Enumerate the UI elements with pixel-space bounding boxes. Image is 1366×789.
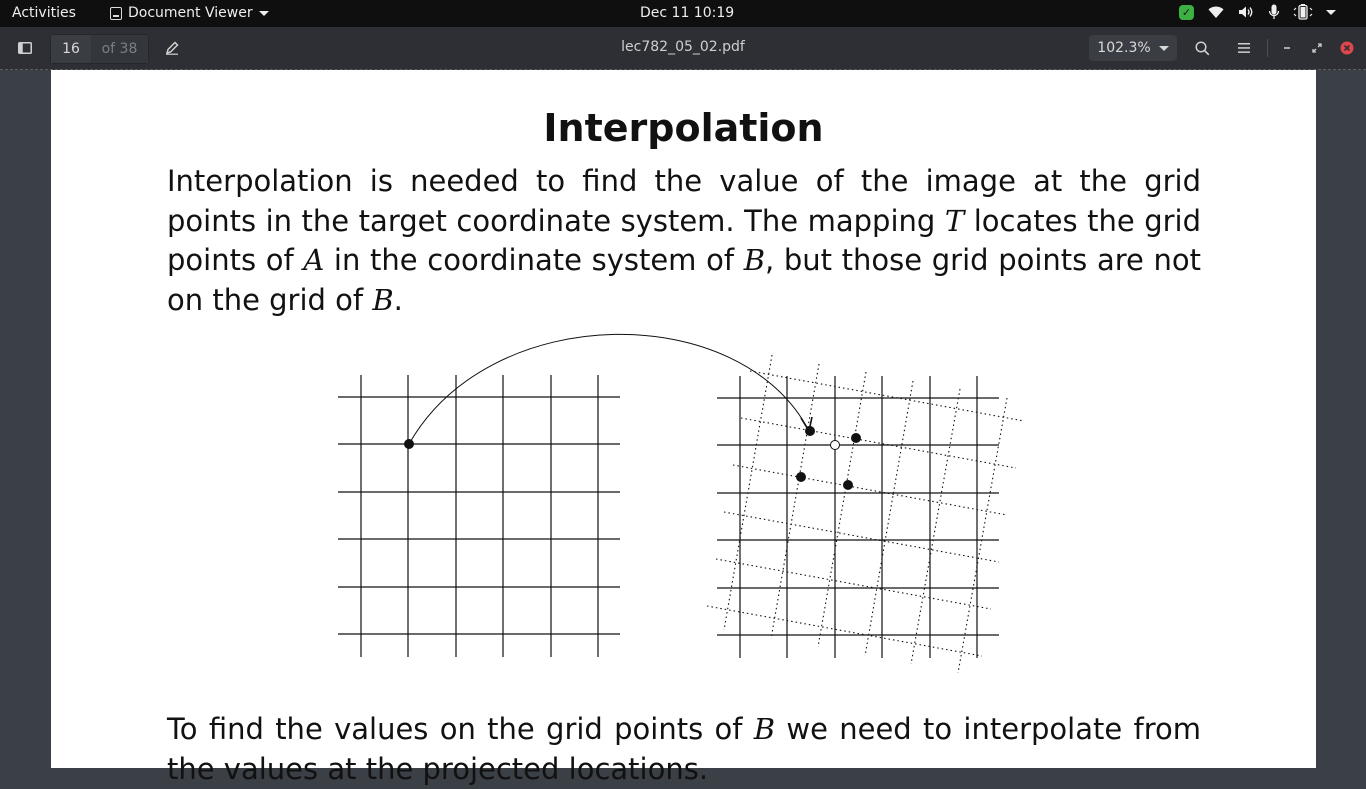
mapping-arrow — [409, 334, 809, 444]
math-symbol: B — [743, 243, 765, 277]
text-run: . — [393, 282, 403, 317]
total-pages-label: of 38 — [91, 35, 148, 63]
target-grid-point — [831, 441, 840, 450]
paragraph-conclusion — [167, 710, 1201, 789]
restore-icon — [1312, 43, 1322, 53]
math-symbol: A — [303, 243, 325, 277]
text-run: To find the values on the grid points of — [167, 712, 754, 746]
page-selector[interactable] — [50, 34, 149, 64]
interpolation-figure — [51, 70, 1316, 710]
page-title: Interpolation — [543, 106, 824, 150]
restore-button[interactable] — [1306, 37, 1328, 59]
annotate-button[interactable] — [161, 37, 183, 59]
text-run: Interpolation is needed to find the value of the image at the grid points in the target coordinate system. The mapping — [167, 164, 1201, 238]
zoom-selector[interactable] — [1089, 35, 1177, 61]
minimize-icon — [1282, 43, 1292, 53]
text-run: , but those grid points are not on the grid of — [167, 243, 1201, 317]
volume-icon[interactable] — [1238, 5, 1254, 19]
text-run: locates the grid points of — [167, 203, 1201, 277]
wifi-icon[interactable] — [1208, 5, 1224, 19]
shield-icon[interactable]: ✓ — [1179, 5, 1194, 20]
toolbar-separator — [1267, 39, 1268, 57]
document-filename: lec782_05_02.pdf — [621, 39, 745, 55]
text-run: in the coordinate system of — [324, 243, 744, 277]
sidebar-icon — [18, 42, 32, 54]
target-grid — [717, 376, 999, 658]
activities-button[interactable]: Activities — [12, 5, 76, 21]
tray-chevron-down-icon — [1326, 10, 1336, 15]
microphone-icon[interactable] — [1268, 4, 1280, 20]
math-symbol: B — [753, 712, 776, 746]
zoom-chevron-down-icon — [1159, 46, 1169, 51]
math-symbol: B — [372, 282, 394, 317]
menu-button[interactable] — [1233, 37, 1255, 59]
close-button[interactable] — [1336, 37, 1358, 59]
app-name: Document Viewer — [128, 5, 253, 21]
pencil-icon — [165, 41, 179, 55]
close-icon — [1340, 41, 1354, 55]
hamburger-icon — [1237, 42, 1251, 54]
header-bar — [0, 27, 1366, 70]
text-run: we need to interpolate from the values at the projected locations. — [167, 712, 1201, 786]
clock[interactable]: Dec 11 10:19 — [640, 5, 735, 21]
battery-icon[interactable] — [1294, 4, 1312, 20]
system-tray[interactable] — [1179, 4, 1336, 20]
zoom-level: 102.3% — [1097, 40, 1151, 56]
chevron-down-icon — [259, 11, 269, 16]
top-bar — [0, 0, 1366, 27]
search-button[interactable] — [1191, 37, 1213, 59]
document-viewer-icon — [110, 7, 122, 20]
data-points — [404, 426, 861, 490]
sidebar-toggle-button[interactable] — [14, 37, 36, 59]
document-page[interactable] — [51, 70, 1316, 786]
current-page-input[interactable]: 16 — [51, 35, 91, 63]
app-menu[interactable] — [110, 5, 269, 21]
minimize-button[interactable] — [1276, 37, 1298, 59]
search-icon — [1195, 41, 1210, 56]
math-symbol: T — [944, 203, 965, 238]
source-grid — [338, 375, 620, 657]
